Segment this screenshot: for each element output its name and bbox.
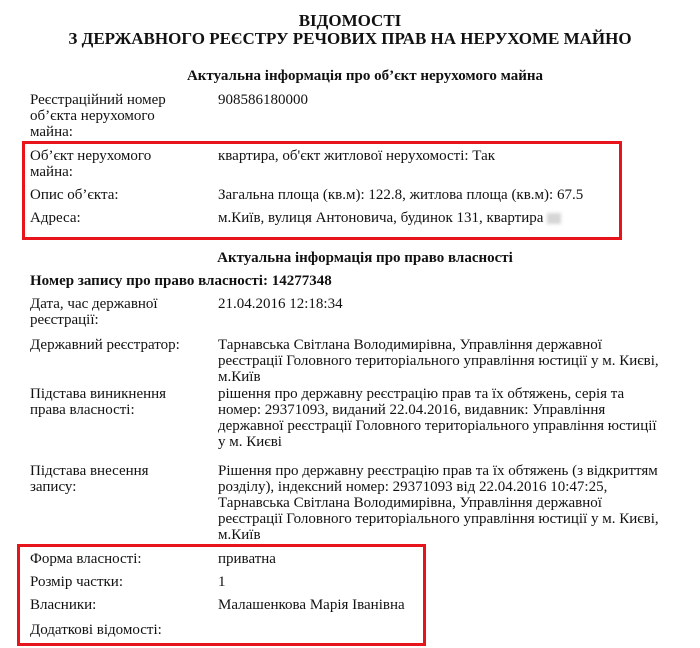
field-value [218, 463, 659, 543]
field-value-line: 21.04.2016 12:18:34 [218, 296, 343, 312]
field-value-line: 1 [218, 574, 226, 590]
document-title-line-2: З ДЕРЖАВНОГО РЕЄСТРУ РЕЧОВИХ ПРАВ НА НЕРУХОМЕ МАЙНО [68, 29, 632, 48]
field-label [30, 92, 166, 140]
field-value [218, 337, 659, 385]
field-value-line: Тарнавська Світлана Володимирівна, Управління державної [218, 337, 602, 353]
field-label-line: Реєстраційний номер [30, 92, 166, 108]
field-value-line: м.Київ [218, 369, 261, 385]
field-value-line: приватна [218, 551, 276, 567]
field-value-line: номер: 29371093, виданий 22.04.2016, видавник: Управління [218, 402, 606, 418]
field-value-line: державної реєстрації Головного територіального управління юстиції [218, 418, 657, 434]
field-label-line: реєстрації: [30, 312, 99, 328]
document-title-line-1: ВІДОМОСТІ [298, 11, 402, 30]
field-label-line: майна: [30, 164, 73, 180]
field-value-line: розділу), індексний номер: 29371093 від 22.04.2016 10:47:25, [218, 479, 608, 495]
field-label [30, 597, 96, 613]
field-value [218, 187, 583, 203]
field-value-line: м.Київ [218, 527, 261, 543]
field-value-line: Тарнавська Світлана Володимирівна, Управління державної [218, 495, 602, 511]
field-label [30, 210, 81, 226]
field-value-line: квартира, об'єкт житлової нерухомості: Так [218, 148, 496, 164]
field-label-line: Додаткові відомості: [30, 622, 162, 638]
field-value-line: рішення про державну реєстрацію прав та їх обтяжень, серія та [218, 386, 625, 402]
field-label [30, 337, 180, 353]
field-label [30, 386, 166, 418]
field-label-line: майна: [30, 124, 73, 140]
field-label [30, 296, 158, 328]
field-label-line: об’єкта нерухомого [30, 108, 155, 124]
field-value-line: у м. Києві [218, 434, 282, 450]
field-value-line: реєстрації Головного територіального управління юстиції у м. Києві, [218, 511, 659, 527]
field-value [218, 148, 495, 164]
field-label [30, 551, 142, 567]
field-value [218, 574, 226, 590]
ownership-section-heading: Актуальна інформація про право власності [217, 250, 513, 266]
field-label-line: Форма власності: [30, 551, 142, 567]
field-value-line: Рішення про державну реєстрацію прав та їх обтяжень (з відкриттям [218, 463, 658, 479]
field-value [218, 597, 405, 613]
field-label-line: Дата, час державної [30, 296, 158, 312]
field-value [218, 92, 308, 108]
object-section-heading: Актуальна інформація про об’єкт нерухомого майна [186, 68, 544, 84]
field-value-line: м.Київ, вулиця Антоновича, будинок 131, квартира [218, 210, 561, 226]
field-label-line: права власності: [30, 402, 135, 418]
field-label-line: запису: [30, 479, 77, 495]
field-label-line: Власники: [30, 597, 97, 613]
field-label-line: Підстава виникнення [30, 386, 167, 402]
field-value [218, 210, 561, 226]
redacted-apartment-number [547, 213, 561, 224]
field-value [218, 386, 657, 450]
field-label-line: Підстава внесення [30, 463, 149, 479]
field-value-line: реєстрації Головного територіального управління юстиції у м. Києві, [218, 353, 659, 369]
field-value [218, 296, 343, 312]
field-label [30, 622, 162, 638]
field-value-line: 908586180000 [218, 92, 308, 108]
field-label-line: Розмір частки: [30, 574, 123, 590]
field-label-line: Об’єкт нерухомого [30, 148, 152, 164]
record-number: Номер запису про право власності: 14277348 [30, 273, 332, 289]
field-label [30, 187, 119, 203]
field-label-line: Державний реєстратор: [30, 337, 180, 353]
field-label-line: Адреса: [30, 210, 81, 226]
field-value [218, 551, 276, 567]
field-label-line: Опис об’єкта: [30, 187, 119, 203]
field-label [30, 463, 149, 495]
field-value-line: Загальна площа (кв.м): 122.8, житлова площа (кв.м): 67.5 [218, 187, 584, 203]
field-label [30, 574, 123, 590]
field-label [30, 148, 151, 180]
field-value-line: Малашенкова Марія Іванівна [218, 597, 405, 613]
